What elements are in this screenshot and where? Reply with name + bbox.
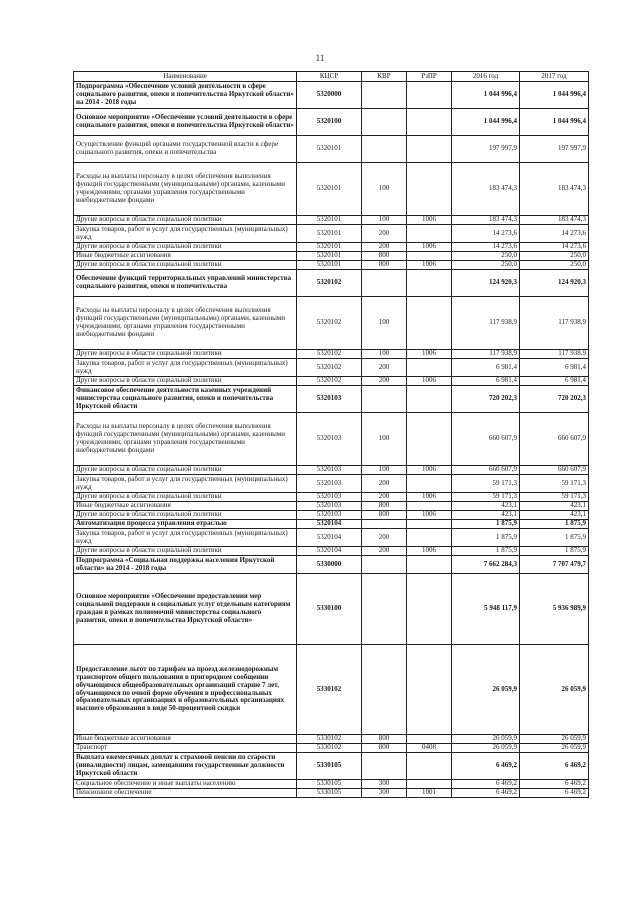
cell-2016: 1 044 996,4 (452, 109, 520, 136)
cell-2017: 6 469,2 (520, 789, 589, 798)
cell-2016: 59 171,3 (452, 475, 520, 493)
cell-2016: 660 607,9 (452, 466, 520, 475)
cell-2017: 26 059,9 (520, 744, 589, 753)
cell-rzpr (407, 780, 452, 789)
cell-rzpr (407, 520, 452, 529)
cell-kcsr: 5330105 (297, 780, 362, 789)
cell-kvr (362, 270, 407, 297)
cell-kvr: 200 (362, 529, 407, 547)
cell-name: Другие вопросы в области социальной политики (74, 261, 297, 270)
cell-2017: 250,0 (520, 261, 589, 270)
cell-name: Другие вопросы в области социальной политики (74, 216, 297, 225)
cell-2016: 423,1 (452, 502, 520, 511)
header-kcsr: КЦСР (297, 72, 362, 82)
table-row (74, 645, 589, 735)
cell-kvr: 100 (362, 163, 407, 216)
table-row (74, 574, 589, 645)
cell-2017: 59 171,3 (520, 475, 589, 493)
cell-2016: 1 875,9 (452, 547, 520, 556)
cell-name: Основное мероприятие «Обеспечение условий деятельности в сфере социального развития, опеки и попечительства Иркутской области» (74, 109, 297, 136)
cell-2017: 250,0 (520, 252, 589, 261)
cell-name: Пенсионное обеспечение (74, 789, 297, 798)
cell-2016: 6 981,4 (452, 359, 520, 377)
cell-kcsr: 5330000 (297, 556, 362, 574)
table-row (74, 109, 589, 136)
cell-2016: 7 662 284,3 (452, 556, 520, 574)
cell-2017: 1 875,9 (520, 520, 589, 529)
cell-kcsr: 5320102 (297, 377, 362, 386)
cell-kvr: 800 (362, 502, 407, 511)
table-row (74, 243, 589, 252)
cell-name: Подпрограмма «Социальная поддержка населения Иркутской области» на 2014 - 2018 годы (74, 556, 297, 574)
cell-kvr: 800 (362, 252, 407, 261)
cell-name: Транспорт (74, 744, 297, 753)
cell-name: Иные бюджетные ассигнования (74, 502, 297, 511)
cell-name: Расходы на выплаты персоналу в целях обеспечения выполнения функций государственными (муниципальными) органами, казенными учреждениями, органами управления государственными внебюджетными фондами (74, 163, 297, 216)
cell-kcsr: 5330100 (297, 574, 362, 645)
page-number: 11 (315, 53, 325, 63)
header-2016: 2016 год (452, 72, 520, 82)
cell-rzpr: 1006 (407, 350, 452, 359)
cell-kvr: 200 (362, 493, 407, 502)
cell-kcsr: 5320102 (297, 359, 362, 377)
cell-name: Расходы на выплаты персоналу в целях обеспечения выполнения функций государственными (муниципальными) органами, казенными учреждениями, органами управления государственными внебюджетными фондами (74, 413, 297, 466)
header-rzpr: РзПР (407, 72, 452, 82)
cell-2016: 26 059,9 (452, 735, 520, 744)
cell-2017: 660 607,9 (520, 413, 589, 466)
cell-kcsr: 5330102 (297, 645, 362, 735)
cell-2016: 26 059,9 (452, 645, 520, 735)
cell-name: Другие вопросы в области социальной политики (74, 243, 297, 252)
cell-rzpr (407, 556, 452, 574)
cell-kvr: 200 (362, 225, 407, 243)
cell-2017: 6 981,4 (520, 359, 589, 377)
cell-kcsr: 5320103 (297, 386, 362, 413)
table-row (74, 270, 589, 297)
cell-kvr: 300 (362, 780, 407, 789)
cell-2016: 14 273,6 (452, 243, 520, 252)
cell-2016: 124 920,3 (452, 270, 520, 297)
cell-rzpr (407, 136, 452, 163)
cell-2017: 14 273,6 (520, 243, 589, 252)
table-row (74, 511, 589, 520)
cell-2017: 5 936 989,9 (520, 574, 589, 645)
cell-kcsr: 5330102 (297, 735, 362, 744)
table-row (74, 252, 589, 261)
table-row (74, 82, 589, 109)
cell-2017: 1 044 996,4 (520, 109, 589, 136)
cell-kcsr: 5320101 (297, 136, 362, 163)
cell-rzpr (407, 735, 452, 744)
table-row (74, 261, 589, 270)
cell-2016: 59 171,3 (452, 493, 520, 502)
cell-kcsr: 5320100 (297, 109, 362, 136)
table-row (74, 547, 589, 556)
cell-name: Обеспечение функций территориальных управлений министерства социального развития, опеки и попечительства (74, 270, 297, 297)
cell-2016: 5 948 117,9 (452, 574, 520, 645)
cell-name: Другие вопросы в области социальной политики (74, 511, 297, 520)
cell-2017: 197 997,9 (520, 136, 589, 163)
table-row (74, 780, 589, 789)
cell-rzpr (407, 529, 452, 547)
cell-kvr: 800 (362, 744, 407, 753)
cell-rzpr: 0408 (407, 744, 452, 753)
cell-2016: 117 938,9 (452, 297, 520, 350)
table-row (74, 297, 589, 350)
table-row (74, 163, 589, 216)
cell-2017: 7 707 479,7 (520, 556, 589, 574)
cell-name: Выплата ежемесячных доплат к страховой пенсии по старости (инвалидности) лицам, замещавшим государственные должности Иркутской области (74, 753, 297, 780)
cell-kvr: 300 (362, 789, 407, 798)
cell-kvr (362, 82, 407, 109)
cell-kcsr: 5320103 (297, 413, 362, 466)
cell-kcsr: 5320103 (297, 493, 362, 502)
cell-2017: 14 273,6 (520, 225, 589, 243)
cell-name: Подпрограмма «Обеспечение условий деятельности в сфере социального развития, опеки и попечительства Иркутской области» на 2014 - 2018 годы (74, 82, 297, 109)
cell-2016: 1 875,9 (452, 529, 520, 547)
cell-name: Иные бюджетные ассигнования (74, 735, 297, 744)
cell-name: Предоставление льгот по тарифам на проезд железнодорожным транспортом общего пользования в пригородном сообщении обучающимся общеобразовательных организаций старше 7 лет, обучающимся по очной форме обучения в профессиональных образовательных организациях и образовательных организациях высшего образования в виде 50-процентной скидки (74, 645, 297, 735)
table-header-row (74, 72, 589, 82)
table-row (74, 502, 589, 511)
cell-2017: 1 044 996,4 (520, 82, 589, 109)
cell-kcsr: 5320101 (297, 243, 362, 252)
cell-kcsr: 5320103 (297, 466, 362, 475)
header-kvr: КВР (362, 72, 407, 82)
cell-2016: 197 997,9 (452, 136, 520, 163)
cell-kcsr: 5320101 (297, 261, 362, 270)
header-name: Наименование (74, 72, 297, 82)
cell-kvr: 200 (362, 475, 407, 493)
cell-name: Закупка товаров, работ и услуг для государственных (муниципальных) нужд (74, 529, 297, 547)
cell-rzpr (407, 252, 452, 261)
table-row (74, 529, 589, 547)
cell-2016: 423,1 (452, 511, 520, 520)
cell-rzpr: 1006 (407, 547, 452, 556)
cell-2016: 6 981,4 (452, 377, 520, 386)
table-row (74, 744, 589, 753)
cell-kvr: 800 (362, 261, 407, 270)
cell-rzpr (407, 574, 452, 645)
cell-kcsr: 5330105 (297, 789, 362, 798)
cell-kcsr: 5330102 (297, 744, 362, 753)
cell-rzpr: 1006 (407, 377, 452, 386)
table-row (74, 735, 589, 744)
cell-2017: 117 938,9 (520, 350, 589, 359)
cell-2017: 423,1 (520, 502, 589, 511)
cell-2016: 6 469,2 (452, 789, 520, 798)
cell-rzpr: 1006 (407, 243, 452, 252)
cell-kvr (362, 753, 407, 780)
cell-name: Закупка товаров, работ и услуг для государственных (муниципальных) нужд (74, 475, 297, 493)
cell-kcsr: 5320101 (297, 163, 362, 216)
cell-2017: 6 469,2 (520, 780, 589, 789)
table-row (74, 520, 589, 529)
table-row (74, 753, 589, 780)
cell-name: Основное мероприятие «Обеспечение предоставления мер социальной поддержки и социальных услуг отдельным категориям граждан в рамках полномочий министерства социального развития, опеки и попечительства Иркутской области» (74, 574, 297, 645)
cell-kcsr: 5320101 (297, 216, 362, 225)
cell-kvr: 200 (362, 243, 407, 252)
cell-kvr (362, 386, 407, 413)
cell-2016: 1 875,9 (452, 520, 520, 529)
cell-kvr: 200 (362, 547, 407, 556)
cell-rzpr: 1006 (407, 466, 452, 475)
cell-2017: 26 059,9 (520, 735, 589, 744)
cell-rzpr: 1006 (407, 261, 452, 270)
cell-kcsr: 5320000 (297, 82, 362, 109)
cell-kcsr: 5320104 (297, 547, 362, 556)
table-row (74, 216, 589, 225)
cell-2017: 124 920,3 (520, 270, 589, 297)
cell-kvr: 200 (362, 377, 407, 386)
cell-kvr (362, 556, 407, 574)
header-2017: 2017 год (520, 72, 589, 82)
table-row (74, 556, 589, 574)
cell-2016: 183 474,3 (452, 216, 520, 225)
cell-name: Автоматизация процесса управления отраслью (74, 520, 297, 529)
cell-rzpr (407, 413, 452, 466)
table-row (74, 136, 589, 163)
cell-rzpr (407, 475, 452, 493)
cell-kvr (362, 109, 407, 136)
cell-2017: 720 202,3 (520, 386, 589, 413)
cell-kcsr: 5320102 (297, 270, 362, 297)
cell-kvr: 100 (362, 216, 407, 225)
table-row (74, 386, 589, 413)
cell-kcsr: 5320102 (297, 350, 362, 359)
table-row (74, 413, 589, 466)
cell-2016: 250,0 (452, 252, 520, 261)
cell-rzpr (407, 163, 452, 216)
cell-2017: 660 607,9 (520, 466, 589, 475)
cell-name: Иные бюджетные ассигнования (74, 252, 297, 261)
cell-kcsr: 5320102 (297, 297, 362, 350)
cell-name: Закупка товаров, работ и услуг для государственных (муниципальных) нужд (74, 225, 297, 243)
cell-name: Расходы на выплаты персоналу в целях обеспечения выполнения функций государственными (муниципальными) органами, казенными учреждениями, органами управления государственными внебюджетными фондами (74, 297, 297, 350)
cell-name: Другие вопросы в области социальной политики (74, 377, 297, 386)
table-row (74, 359, 589, 377)
cell-name: Осуществление функций органами государственной власти в сфере социального развития, опеки и попечительства (74, 136, 297, 163)
cell-2017: 26 059,9 (520, 645, 589, 735)
cell-name: Другие вопросы в области социальной политики (74, 493, 297, 502)
cell-kvr: 800 (362, 735, 407, 744)
budget-table (73, 71, 589, 798)
cell-2016: 250,0 (452, 261, 520, 270)
table-row (74, 493, 589, 502)
cell-2016: 720 202,3 (452, 386, 520, 413)
cell-kcsr: 5320103 (297, 511, 362, 520)
cell-kvr: 100 (362, 413, 407, 466)
cell-kcsr: 5320104 (297, 529, 362, 547)
cell-2016: 117 938,9 (452, 350, 520, 359)
cell-2016: 6 469,2 (452, 753, 520, 780)
cell-rzpr (407, 359, 452, 377)
cell-rzpr (407, 109, 452, 136)
cell-kcsr: 5320103 (297, 502, 362, 511)
cell-2017: 117 938,9 (520, 297, 589, 350)
table-row (74, 475, 589, 493)
cell-rzpr: 1001 (407, 789, 452, 798)
cell-rzpr (407, 645, 452, 735)
table-row (74, 789, 589, 798)
cell-2016: 6 469,2 (452, 780, 520, 789)
cell-2016: 14 273,6 (452, 225, 520, 243)
cell-kcsr: 5320101 (297, 225, 362, 243)
cell-kcsr: 5320103 (297, 475, 362, 493)
cell-kcsr: 5320104 (297, 520, 362, 529)
cell-2016: 183 474,3 (452, 163, 520, 216)
cell-rzpr (407, 82, 452, 109)
table-row (74, 350, 589, 359)
cell-rzpr (407, 270, 452, 297)
cell-2016: 660 607,9 (452, 413, 520, 466)
cell-2017: 423,1 (520, 511, 589, 520)
cell-name: Закупка товаров, работ и услуг для государственных (муниципальных) нужд (74, 359, 297, 377)
cell-name: Другие вопросы в области социальной политики (74, 547, 297, 556)
cell-name: Социальное обеспечение и иные выплаты населению (74, 780, 297, 789)
cell-name: Другие вопросы в области социальной политики (74, 350, 297, 359)
cell-kcsr: 5330105 (297, 753, 362, 780)
cell-kvr: 100 (362, 350, 407, 359)
cell-rzpr (407, 753, 452, 780)
cell-2017: 1 875,9 (520, 529, 589, 547)
cell-2017: 183 474,3 (520, 216, 589, 225)
cell-kvr: 200 (362, 359, 407, 377)
table-row (74, 466, 589, 475)
cell-rzpr (407, 225, 452, 243)
cell-rzpr (407, 297, 452, 350)
cell-rzpr (407, 386, 452, 413)
cell-2017: 59 171,3 (520, 493, 589, 502)
cell-name: Финансовое обеспечение деятельности казенных учреждений министерства социального развития, опеки и попечительства Иркутской области (74, 386, 297, 413)
cell-2017: 183 474,3 (520, 163, 589, 216)
cell-2017: 6 981,4 (520, 377, 589, 386)
cell-kvr (362, 645, 407, 735)
cell-2016: 26 059,9 (452, 744, 520, 753)
cell-kvr (362, 136, 407, 163)
cell-kvr (362, 520, 407, 529)
cell-rzpr: 1006 (407, 493, 452, 502)
cell-2017: 6 469,2 (520, 753, 589, 780)
cell-kcsr: 5320101 (297, 252, 362, 261)
table-row (74, 377, 589, 386)
cell-kvr (362, 574, 407, 645)
cell-rzpr (407, 502, 452, 511)
cell-2017: 1 875,9 (520, 547, 589, 556)
cell-2016: 1 044 996,4 (452, 82, 520, 109)
cell-kvr: 800 (362, 511, 407, 520)
cell-rzpr: 1006 (407, 216, 452, 225)
cell-kvr: 100 (362, 466, 407, 475)
cell-rzpr: 1006 (407, 511, 452, 520)
table-row (74, 225, 589, 243)
cell-name: Другие вопросы в области социальной политики (74, 466, 297, 475)
cell-kvr: 100 (362, 297, 407, 350)
